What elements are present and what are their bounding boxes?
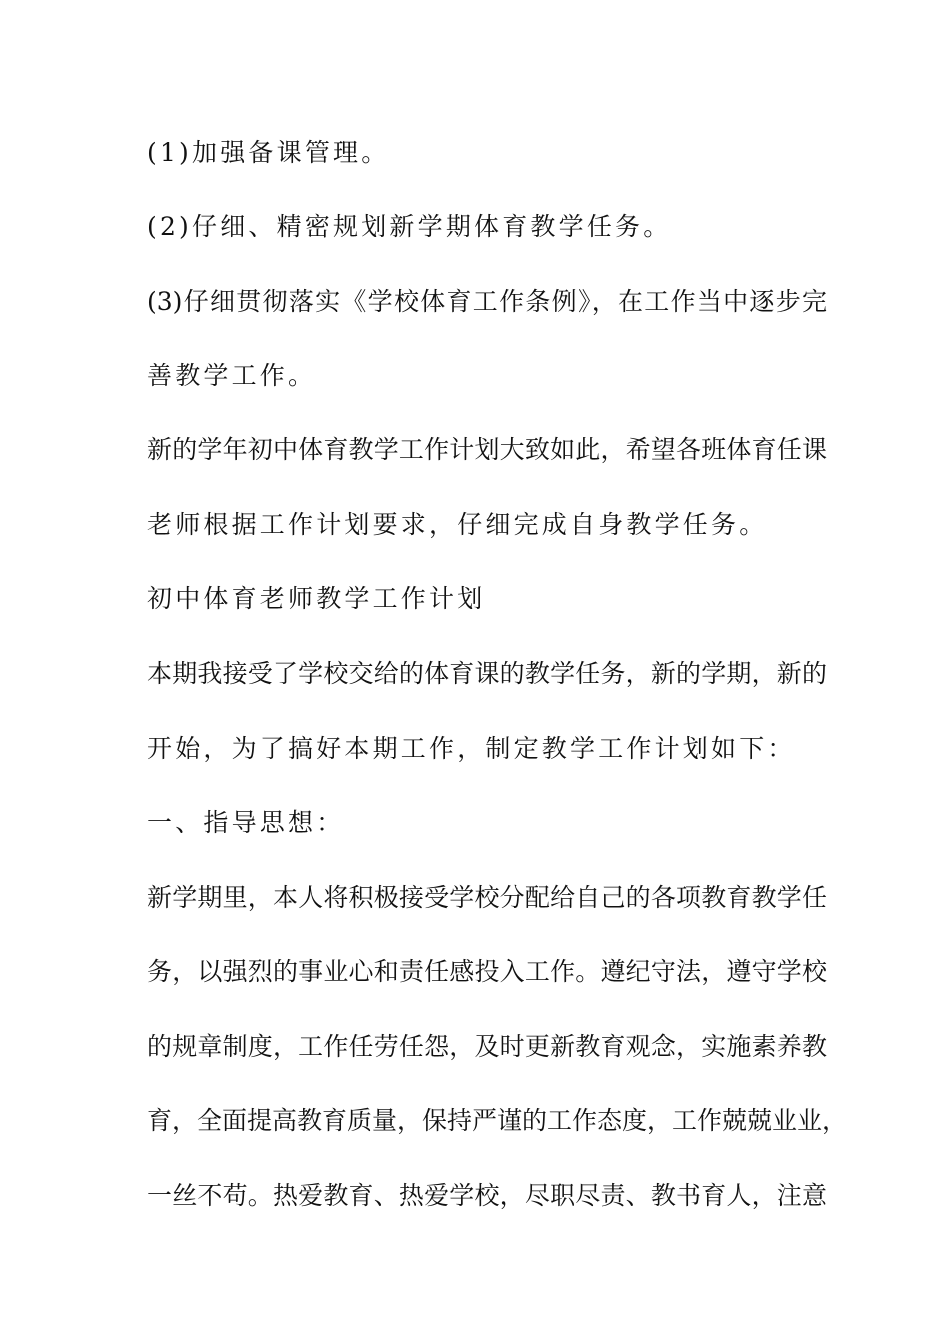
section-title: 初中体育老师教学工作计划 <box>147 584 486 613</box>
section-heading: 一、指导思想： <box>147 808 345 837</box>
paragraph-line: 务，以强烈的事业心和责任感投入工作。遵纪守法，遵守学校 <box>147 957 827 986</box>
paragraph-line: 开始，为了搞好本期工作，制定教学工作计划如下： <box>147 734 796 763</box>
list-item-2: (2)仔细、精密规划新学期体育教学任务。 <box>147 212 672 241</box>
paragraph-line: 本期我接受了学校交给的体育课的教学任务，新的学期，新的 <box>147 659 827 688</box>
paragraph-line: 老师根据工作计划要求，仔细完成自身教学任务。 <box>147 510 768 539</box>
paragraph-line: 新学期里，本人将积极接受学校分配给自己的各项教育教学任 <box>147 883 827 912</box>
paragraph-line: 善教学工作。 <box>147 361 317 390</box>
list-item-1: (1)加强备课管理。 <box>147 138 390 167</box>
paragraph-line: 一丝不苟。热爱教育、热爱学校，尽职尽责、教书育人，注意 <box>147 1181 827 1210</box>
list-item-3: (3)仔细贯彻落实《学校体育工作条例》，在工作当中逐步完 <box>147 287 827 316</box>
paragraph-line: 的规章制度，工作任劳任怨，及时更新教育观念，实施素养教 <box>147 1032 827 1061</box>
paragraph-line: 育，全面提高教育质量，保持严谨的工作态度，工作兢兢业业， <box>147 1106 848 1135</box>
paragraph-line: 新的学年初中体育教学工作计划大致如此，希望各班体育任课 <box>147 435 827 464</box>
